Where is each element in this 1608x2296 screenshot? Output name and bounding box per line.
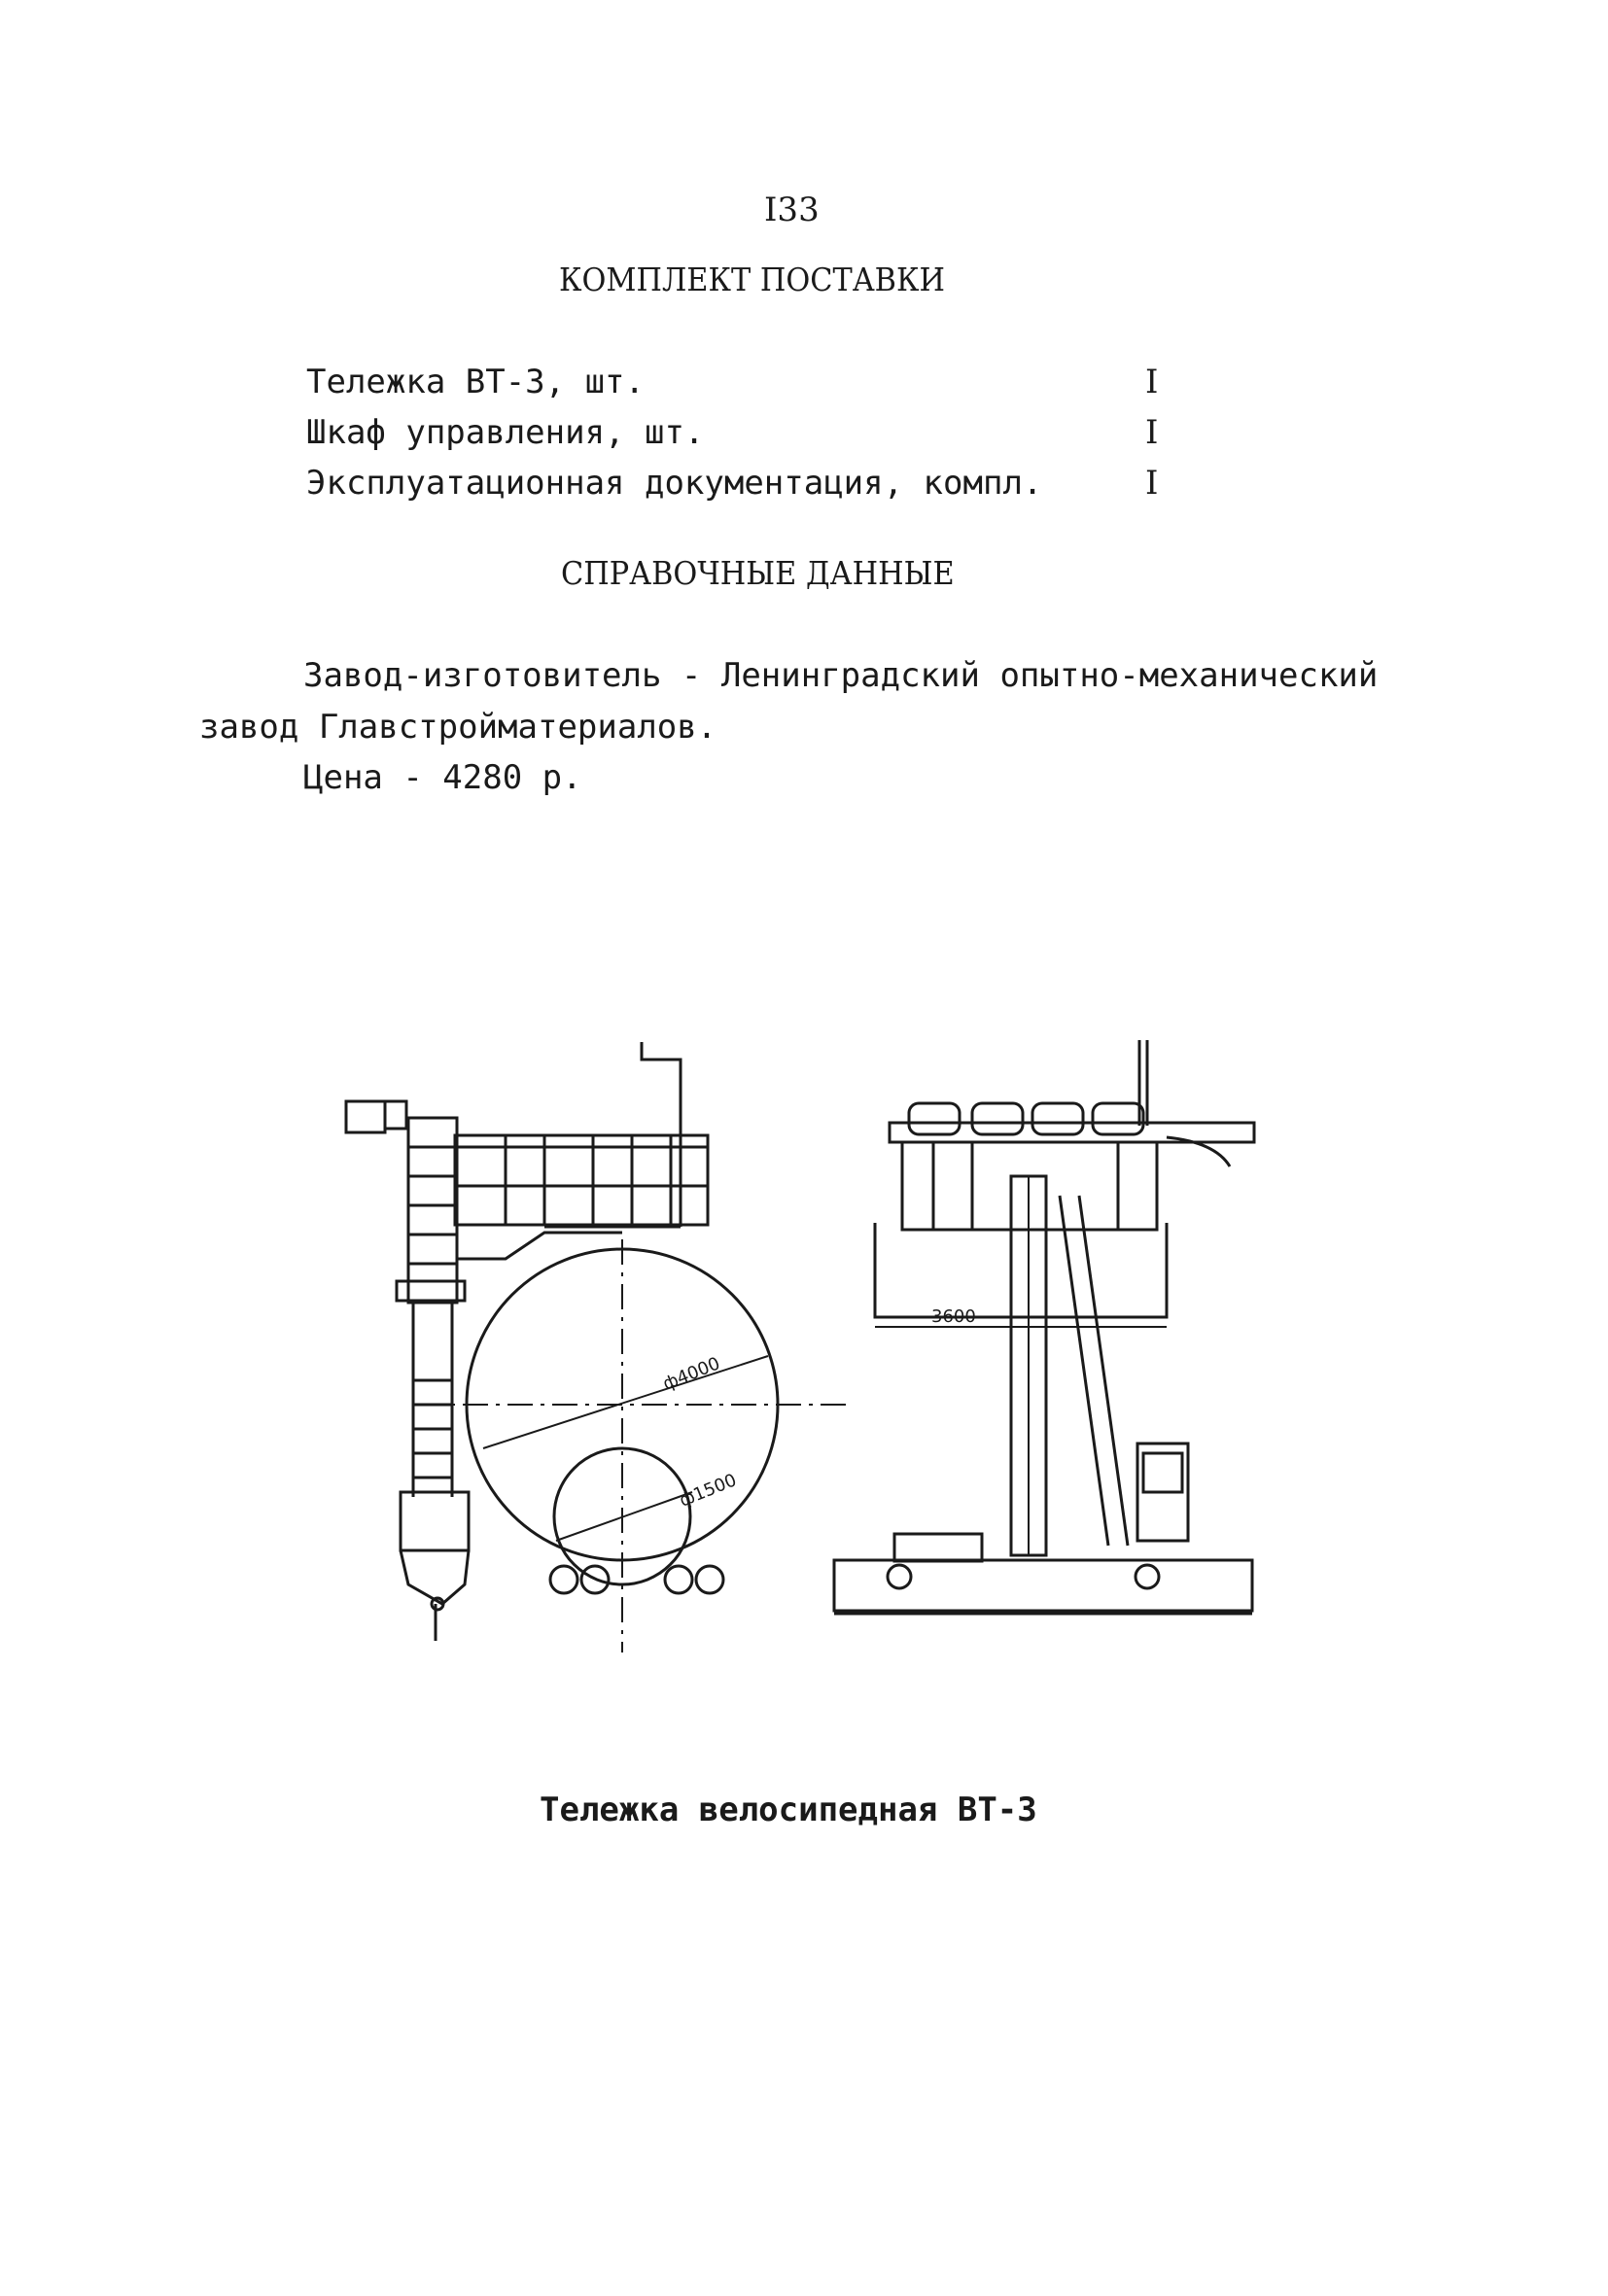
supply-item-label: Тележка ВТ-3, шт.	[306, 363, 645, 401]
supply-item-label: Шкаф управления, шт.	[306, 413, 705, 452]
dim-small-label: ф1500	[677, 1470, 740, 1512]
dim-large-label: ф4000	[660, 1353, 723, 1395]
manufacturer-line-1: Завод-изготовитель - Ленинградский опытно-механический	[303, 656, 1379, 695]
front-view	[834, 1040, 1254, 1614]
supply-item-qty: I	[1145, 413, 1159, 452]
reference-heading: СПРАВОЧНЫЕ ДАННЫЕ	[561, 554, 955, 592]
supply-item-qty: I	[1145, 464, 1159, 503]
page-number: I33	[764, 191, 820, 229]
supply-item-label: Эксплуатационная документация, компл.	[306, 464, 1043, 503]
manufacturer-line-2: завод Главстройматериалов.	[199, 708, 717, 747]
supply-item-qty: I	[1145, 363, 1159, 401]
supply-heading: КОМПЛЕКТ ПОСТАВКИ	[559, 261, 945, 298]
dim-width-label: 3600	[931, 1306, 976, 1327]
price-line: Цена - 4280 р.	[303, 758, 582, 797]
figure-caption: Тележка велосипедная ВТ-3	[540, 1791, 1037, 1829]
side-view	[346, 1042, 846, 1652]
